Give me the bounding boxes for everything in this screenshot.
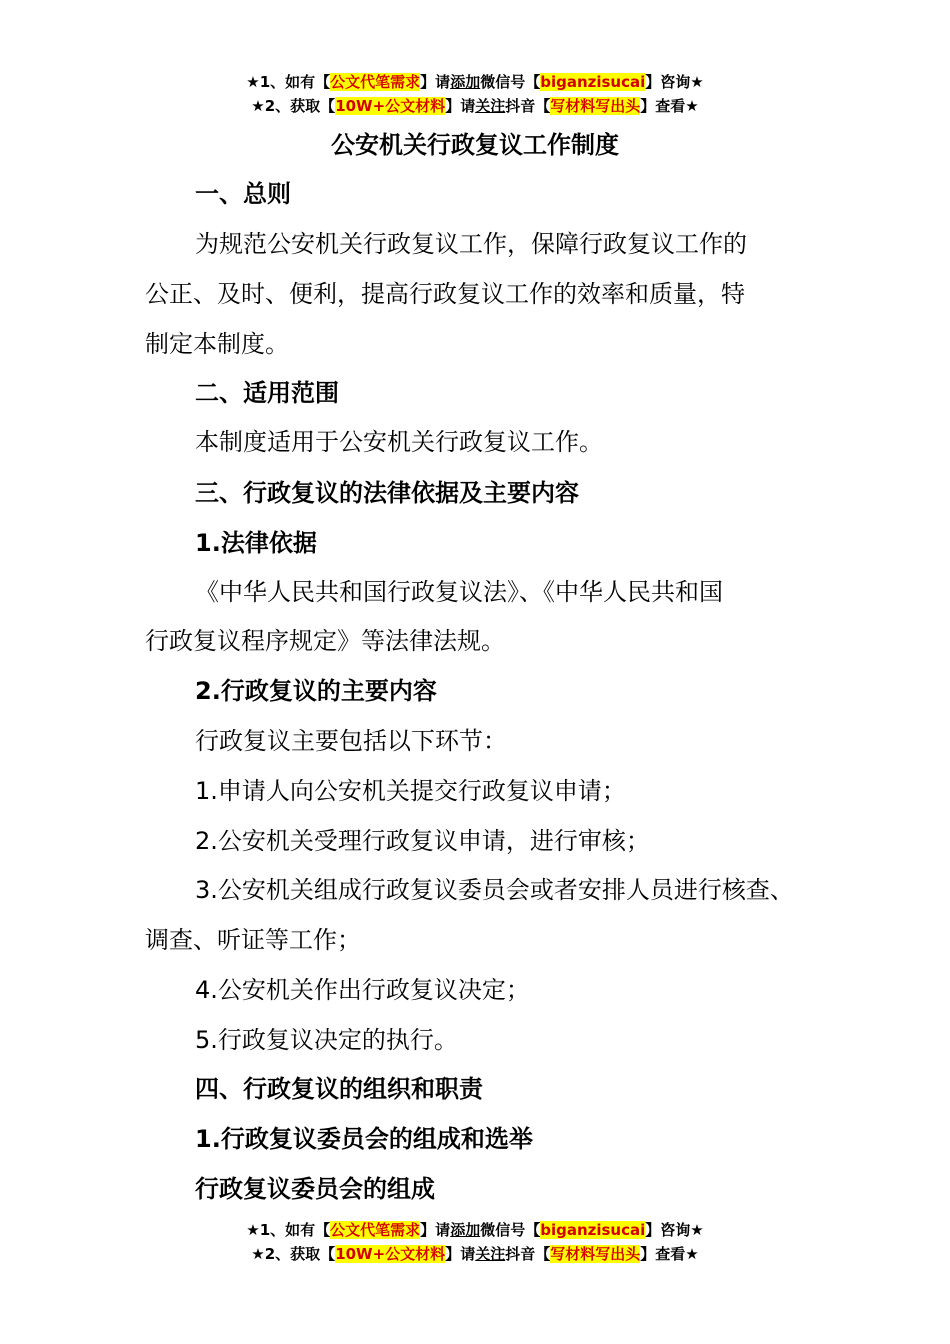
- list-item-continuation: 调查、听证等工作；: [145, 926, 361, 954]
- section-heading: 四、行政复议的组织和职责: [195, 1075, 483, 1103]
- promo-text: 】请: [420, 1221, 451, 1239]
- section-heading: 二、适用范围: [195, 379, 339, 407]
- promo-underline: 关注: [475, 97, 506, 115]
- promo-text: ★2、获取【: [251, 1245, 336, 1263]
- promo-wechat-id: biganzisucai: [540, 1221, 646, 1239]
- paragraph-line: 行政复议程序规定》等法律法规。: [145, 627, 505, 655]
- promo-douyin-id: 写材料写出头: [550, 97, 641, 115]
- promo-highlight: 公文代笔需求: [330, 73, 421, 91]
- promo-wechat-id: biganzisucai: [540, 73, 646, 91]
- promo-underline: 关注: [475, 1245, 506, 1263]
- subsection-heading: 1.行政复议委员会的组成和选举: [195, 1125, 533, 1153]
- promo-text: 微信号【: [480, 1221, 541, 1239]
- promo-line-1: [0, 71, 950, 93]
- list-item: 3.公安机关组成行政复议委员会或者安排人员进行核查、: [195, 876, 794, 904]
- paragraph-line: 《中华人民共和国行政复议法》、《中华人民共和国: [195, 578, 723, 606]
- paragraph-line: 行政复议主要包括以下环节：: [195, 727, 507, 755]
- promo-text: 】咨询★: [645, 73, 704, 91]
- paragraph-line: 制定本制度。: [145, 330, 289, 358]
- promo-text: 】查看★: [640, 1245, 699, 1263]
- promo-text: 】咨询★: [645, 1221, 704, 1239]
- list-item: 1.申请人向公安机关提交行政复议申请；: [195, 777, 626, 805]
- paragraph-line: 为规范公安机关行政复议工作，保障行政复议工作的: [195, 230, 747, 258]
- promo-text: 】请: [445, 1245, 476, 1263]
- promo-highlight: 10W+公文材料: [335, 1245, 446, 1263]
- section-heading: 三、行政复议的法律依据及主要内容: [195, 479, 579, 507]
- promo-text: 抖音【: [505, 97, 551, 115]
- promo-underline: 添加: [450, 73, 481, 91]
- paragraph-line: 本制度适用于公安机关行政复议工作。: [195, 428, 603, 456]
- paragraph-line: 公正、及时、便利，提高行政复议工作的效率和质量，特: [145, 280, 745, 308]
- promo-line-2: [0, 95, 950, 117]
- promo-text: 微信号【: [480, 73, 541, 91]
- list-item: 5.行政复议决定的执行。: [195, 1026, 458, 1054]
- footer-promo-line-2: [0, 1243, 950, 1265]
- promo-highlight: 公文代笔需求: [330, 1221, 421, 1239]
- subsection-heading: 行政复议委员会的组成: [195, 1175, 435, 1203]
- subsection-heading: 2.行政复议的主要内容: [195, 677, 437, 705]
- promo-highlight: 10W+公文材料: [335, 97, 446, 115]
- list-item: 2.公安机关受理行政复议申请，进行审核；: [195, 827, 650, 855]
- page-title: 公安机关行政复议工作制度: [331, 131, 619, 159]
- promo-douyin-id: 写材料写出头: [550, 1245, 641, 1263]
- promo-text: ★1、如有【: [246, 1221, 331, 1239]
- promo-text: 】请: [445, 97, 476, 115]
- promo-underline: 添加: [450, 1221, 481, 1239]
- subsection-heading: 1.法律依据: [195, 529, 317, 557]
- list-item: 4.公安机关作出行政复议决定；: [195, 976, 530, 1004]
- promo-text: ★1、如有【: [246, 73, 331, 91]
- section-heading: 一、总则: [195, 180, 291, 208]
- footer-promo-line-1: [0, 1219, 950, 1241]
- promo-text: 】请: [420, 73, 451, 91]
- promo-text: 】查看★: [640, 97, 699, 115]
- promo-text: ★2、获取【: [251, 97, 336, 115]
- promo-text: 抖音【: [505, 1245, 551, 1263]
